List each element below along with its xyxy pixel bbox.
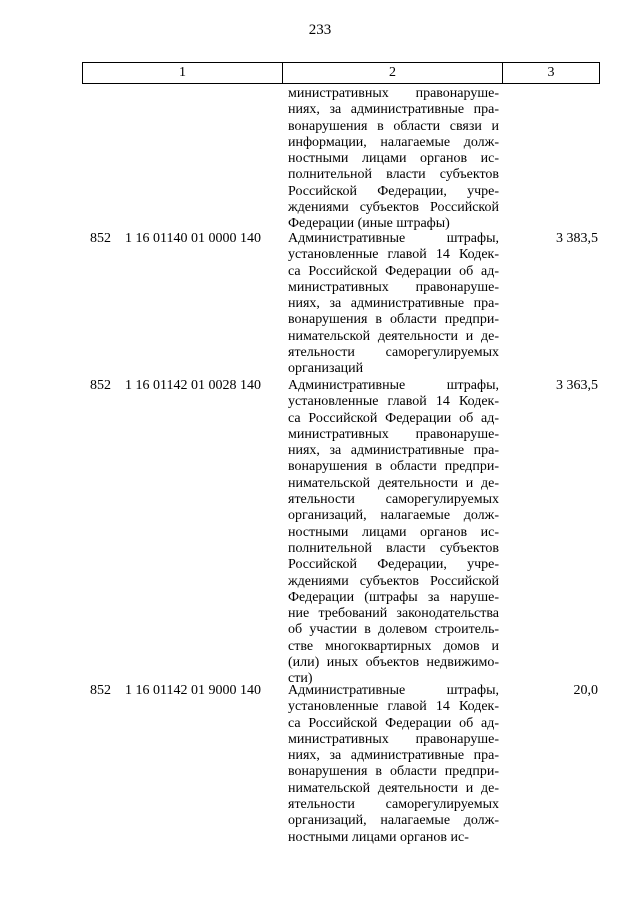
description-line: установленные главой 14 Кодек- [288, 699, 499, 715]
amount: 20,0 [573, 683, 598, 698]
description-line: министративных правонаруше- [288, 86, 499, 101]
description-line: организаций, налагаемые долж- [288, 813, 499, 829]
description-line: Федерации (штрафы за наруше- [288, 589, 499, 605]
revenue-description [288, 86, 499, 233]
description-line: ние требований законодательства [288, 606, 499, 622]
description-line: нимательской деятельности и де- [288, 780, 499, 796]
description-line: ниях, за административные пра- [288, 296, 499, 312]
description-line: организаций, налагаемые долж- [288, 508, 499, 524]
description-line: ждениями субъектов Российской [288, 573, 499, 589]
description-line: ниях, за административные пра- [288, 443, 499, 459]
revenue-description [288, 683, 499, 846]
admin-code: 852 [90, 231, 111, 246]
page-number: 233 [308, 22, 332, 38]
description-line: ниях, за административные пра- [288, 748, 499, 764]
description-line: Российской Федерации, учре- [288, 183, 499, 199]
kbk-code: 1 16 01142 01 0028 140 [125, 378, 261, 393]
description-line: стве многоквартирных домов и [288, 638, 499, 654]
header-col-2: 2 [283, 63, 503, 83]
description-line: (или) иных объектов недвижимо- [288, 655, 499, 671]
description-line: ностными лицами органов ис- [288, 829, 469, 845]
description-line: Административные штрафы, [288, 683, 499, 698]
description-line: установленные главой 14 Кодек- [288, 247, 499, 263]
description-line: организаций [288, 361, 364, 377]
description-line: ностными лицами органов ис- [288, 151, 499, 167]
description-line: ятельности саморегулируемых [288, 797, 499, 813]
admin-code: 852 [90, 378, 111, 393]
description-line: вонарушения в области предпри- [288, 764, 499, 780]
description-line: Федерации (иные штрафы) [288, 216, 450, 232]
description-line: Российской Федерации, учре- [288, 557, 499, 573]
description-line: ждениями субъектов Российской [288, 200, 499, 216]
description-line: министративных правонаруше- [288, 279, 499, 295]
description-line: ятельности саморегулируемых [288, 492, 499, 508]
description-line: Административные штрафы, [288, 231, 499, 246]
kbk-code: 1 16 01140 01 0000 140 [125, 231, 261, 246]
amount: 3 383,5 [556, 231, 598, 246]
description-line: са Российской Федерации об ад- [288, 263, 499, 279]
description-line: ностными лицами органов ис- [288, 524, 499, 540]
revenue-description [288, 231, 499, 378]
amount: 3 363,5 [556, 378, 598, 393]
description-line: са Российской Федерации об ад- [288, 715, 499, 731]
description-line: установленные главой 14 Кодек- [288, 394, 499, 410]
description-line: сти) [288, 671, 313, 687]
description-line: министративных правонаруше- [288, 426, 499, 442]
description-line: нимательской деятельности и де- [288, 328, 499, 344]
description-line: Административные штрафы, [288, 378, 499, 393]
description-line: полнительной власти субъектов [288, 540, 499, 556]
description-line: полнительной власти субъектов [288, 167, 499, 183]
table-header [82, 62, 600, 84]
description-line: вонарушения в области предпри- [288, 312, 499, 328]
description-line: информации, налагаемые долж- [288, 134, 499, 150]
description-line: нимательской деятельности и де- [288, 475, 499, 491]
revenue-description [288, 378, 499, 688]
description-line: са Российской Федерации об ад- [288, 410, 499, 426]
description-line: об участии в долевом строитель- [288, 622, 499, 638]
description-line: вонарушения в области связи и [288, 118, 499, 134]
header-col-1: 1 [83, 63, 283, 83]
kbk-code: 1 16 01142 01 9000 140 [125, 683, 261, 698]
description-line: ниях, за административные пра- [288, 102, 499, 118]
description-line: ятельности саморегулируемых [288, 345, 499, 361]
header-col-3: 3 [547, 65, 555, 80]
description-line: вонарушения в области предпри- [288, 459, 499, 475]
description-line: министративных правонаруше- [288, 731, 499, 747]
admin-code: 852 [90, 683, 111, 698]
